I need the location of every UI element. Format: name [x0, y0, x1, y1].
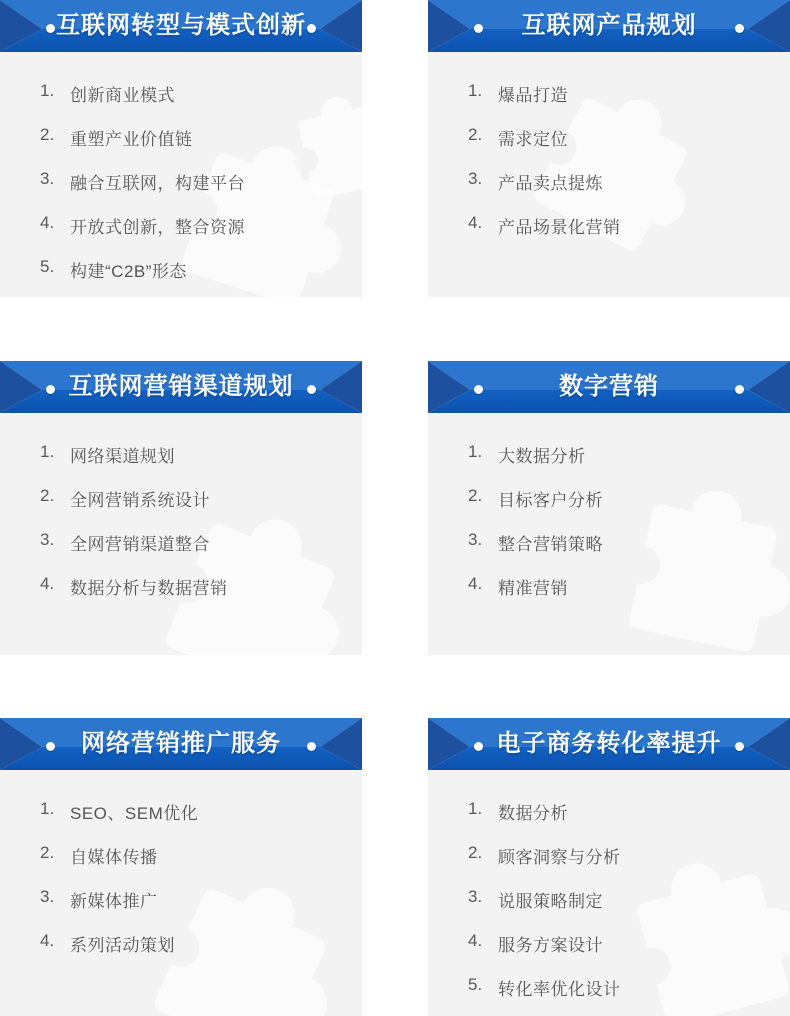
item-label: 说服策略制定: [498, 892, 603, 911]
item-number: 1.: [468, 442, 483, 461]
item-number: 2.: [40, 486, 55, 505]
panel-title: 数字营销: [559, 373, 659, 400]
list-item: [40, 931, 352, 955]
list-item: [40, 574, 352, 598]
list-item: [40, 125, 352, 149]
list-item: [468, 887, 780, 911]
item-label: 新媒体推广: [70, 892, 158, 911]
item-number: 3.: [468, 887, 483, 906]
list-item: [40, 257, 352, 281]
panel-product-planning: [428, 0, 790, 297]
panel-title: 互联网转型与模式创新: [56, 12, 306, 39]
list-item: [40, 169, 352, 193]
item-label: 产品场景化营销: [498, 218, 621, 237]
list-item: [40, 530, 352, 554]
panel-body: [0, 413, 362, 655]
item-label: 转化率优化设计: [498, 980, 621, 999]
panel-title: 互联网营销渠道规划: [68, 373, 294, 400]
panel-header-ribbon: [428, 0, 790, 52]
panel-digital-marketing: [428, 361, 790, 655]
item-number: 2.: [40, 843, 55, 862]
item-label: 产品卖点提炼: [498, 174, 603, 193]
list-item: [468, 931, 780, 955]
item-label: 开放式创新，整合资源: [70, 218, 245, 237]
list-item: [468, 81, 780, 105]
item-label: 需求定位: [498, 130, 568, 149]
panel-header-ribbon: [428, 718, 790, 770]
item-list: [428, 770, 790, 999]
list-item: [40, 799, 352, 823]
panel-title: 互联网产品规划: [521, 12, 697, 39]
panel-header-ribbon: [0, 361, 362, 413]
panel-marketing-channel: [0, 361, 362, 655]
item-number: 3.: [468, 169, 483, 188]
panel-ecommerce-conversion: [428, 718, 790, 1016]
item-number: 4.: [468, 213, 483, 232]
panel-body: [428, 770, 790, 1016]
item-label: 构建“C2B”形态: [70, 262, 187, 281]
item-number: 1.: [40, 799, 55, 818]
item-label: 系列活动策划: [70, 936, 175, 955]
item-number: 1.: [40, 442, 55, 461]
list-item: [40, 486, 352, 510]
panel-body: [428, 413, 790, 655]
item-label: 全网营销渠道整合: [70, 535, 210, 554]
panel-header-ribbon: [0, 0, 362, 52]
item-number: 4.: [40, 574, 55, 593]
panel-internet-transformation: [0, 0, 362, 297]
list-item: [468, 530, 780, 554]
panel-body: [0, 770, 362, 1016]
item-number: 4.: [468, 931, 483, 950]
list-item: [468, 574, 780, 598]
list-item: [40, 887, 352, 911]
item-label: 网络渠道规划: [70, 447, 175, 466]
item-number: 1.: [468, 799, 483, 818]
item-label: 重塑产业价值链: [70, 130, 193, 149]
item-number: 2.: [468, 486, 483, 505]
item-number: 3.: [40, 887, 55, 906]
item-label: 大数据分析: [498, 447, 586, 466]
item-label: 创新商业模式: [70, 86, 175, 105]
list-item: [40, 81, 352, 105]
item-label: 爆品打造: [498, 86, 568, 105]
item-label: 整合营销策略: [498, 535, 603, 554]
item-number: 3.: [40, 530, 55, 549]
list-item: [468, 125, 780, 149]
item-label: 目标客户分析: [498, 491, 603, 510]
item-number: 4.: [468, 574, 483, 593]
item-number: 5.: [468, 975, 483, 994]
item-number: 2.: [40, 125, 55, 144]
item-list: [428, 413, 790, 598]
item-number: 4.: [40, 931, 55, 950]
item-label: 融合互联网，构建平台: [70, 174, 245, 193]
list-item: [468, 843, 780, 867]
item-number: 3.: [468, 530, 483, 549]
item-label: 顾客洞察与分析: [498, 848, 621, 867]
panel-title: 网络营销推广服务: [81, 730, 281, 757]
item-number: 4.: [40, 213, 55, 232]
list-item: [468, 799, 780, 823]
item-label: 精准营销: [498, 579, 568, 598]
item-label: 全网营销系统设计: [70, 491, 210, 510]
list-item: [40, 843, 352, 867]
item-label: 数据分析与数据营销: [70, 579, 228, 598]
panel-body: [0, 52, 362, 297]
panel-header-ribbon: [0, 718, 362, 770]
list-item: [40, 442, 352, 466]
item-list: [0, 52, 362, 281]
item-number: 1.: [40, 81, 55, 100]
list-item: [40, 213, 352, 237]
item-number: 1.: [468, 81, 483, 100]
list-item: [468, 486, 780, 510]
item-list: [0, 770, 362, 955]
item-number: 5.: [40, 257, 55, 276]
list-item: [468, 975, 780, 999]
item-label: 自媒体传播: [70, 848, 158, 867]
panel-promotion-service: [0, 718, 362, 1016]
panel-row-1: [0, 0, 790, 297]
panel-row-2: [0, 361, 790, 655]
item-list: [428, 52, 790, 237]
panel-title: 电子商务转化率提升: [496, 730, 722, 757]
item-number: 3.: [40, 169, 55, 188]
item-label: 服务方案设计: [498, 936, 603, 955]
list-item: [468, 442, 780, 466]
panel-header-ribbon: [428, 361, 790, 413]
item-label: SEO、SEM优化: [70, 804, 199, 823]
item-number: 2.: [468, 843, 483, 862]
panel-row-3: [0, 718, 790, 1016]
panel-body: [428, 52, 790, 297]
item-label: 数据分析: [498, 804, 568, 823]
list-item: [468, 169, 780, 193]
list-item: [468, 213, 780, 237]
item-list: [0, 413, 362, 598]
item-number: 2.: [468, 125, 483, 144]
